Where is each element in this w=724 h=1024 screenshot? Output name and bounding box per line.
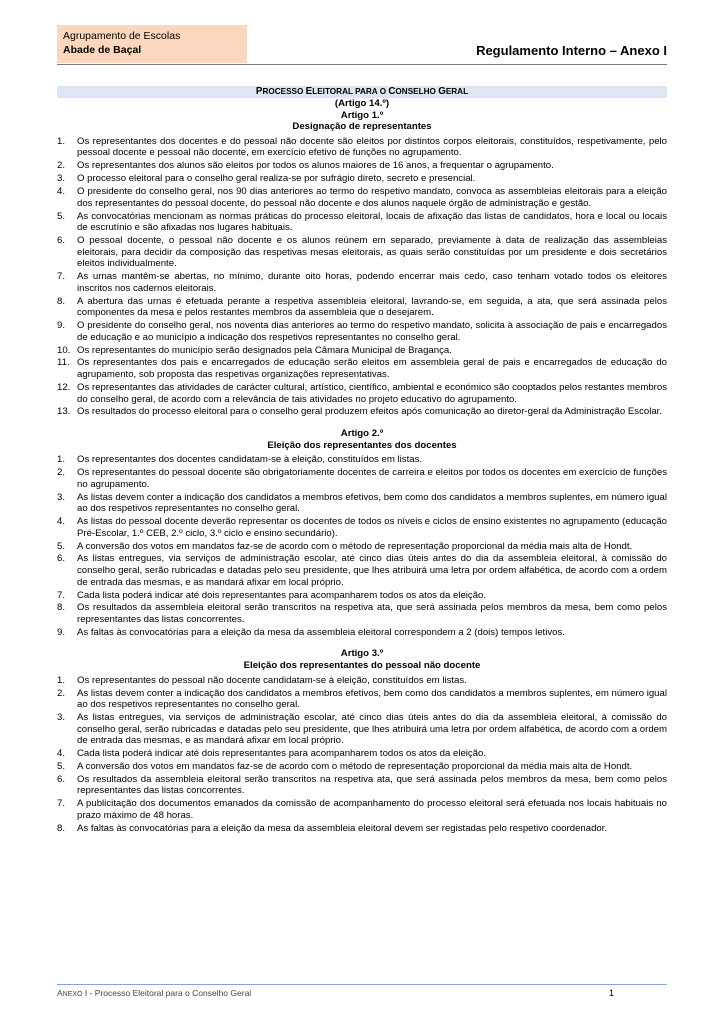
article-title: Designação de representantes [292,121,432,133]
list-item [57,296,667,319]
item-text: As listas devem conter a indicação dos candidatos a membros efetivos, bem como dos candidatos a membros suplentes, em número igual ao dos respetivos representantes no conselho geral. [77,491,667,515]
item-number: 2. [57,160,66,172]
item-text: O presidente do conselho geral, nos noventa dias anteriores ao termo do respetivo mandato, solicita à associação de pais e encarregados de educação e ao município a indicação dos respetivos representantes no conselho geral. [77,320,667,343]
document-body [57,86,667,836]
list-item [57,382,667,405]
footer-label: ANEXO I - Processo Eleitoral para o Conselho Geral [57,988,252,998]
list-item [57,454,667,466]
item-number: 6. [57,235,66,247]
item-number: 1. [57,135,66,147]
list-item [57,492,667,515]
list-item [57,675,667,687]
list-item [57,320,667,343]
list-item [57,541,667,553]
item-text: As faltas às convocatórias para a eleição da mesa da assembleia eleitoral correspondem a 2 (dois) tempos letivos. [77,626,565,638]
item-text: Os representantes do pessoal não docente candidatam-se à eleição, constituídos em listas. [77,674,467,686]
list-item [57,798,667,821]
header-doc-title: Regulamento Interno – Anexo I [476,43,667,58]
list-item [57,712,667,747]
item-number: 7. [57,798,66,810]
item-text: Cada lista poderá indicar até dois representantes para acompanharem todos os atos da eleição. [77,748,487,760]
item-number: 13. [57,406,71,418]
item-text: A conversão dos votos em mandatos faz-se de acordo com o método de representação proporcional da média mais alta de Hondt. [77,540,633,552]
list-item [57,688,667,711]
article-items [57,454,667,638]
list-item [57,173,667,185]
item-text: Os resultados do processo eleitoral para o conselho geral produzem efeitos após comunicação ao diretor-geral da Administração Escolar. [77,406,663,418]
item-number: 10. [57,344,71,356]
article-number: Artigo 3.º [340,648,384,660]
item-text: Os representantes dos alunos são eleitos por todos os alunos maiores de 16 anos, a frequentar o agrupamento. [77,160,554,172]
item-text: As listas entregues, via serviços de administração escolar, até cinco dias úteis antes do dia da assembleia eleitoral, à comissão do conselho geral, serão rubricadas e datadas pelo seu presidente, que lhes atribuirá uma letra por ordem alfabética, de acordo com a ordem de entrada das mesmas, e as mandará afixar em local próprio. [77,553,667,588]
item-number: 4. [57,516,66,528]
item-text: As faltas às convocatórias para a eleição da mesa da assembleia eleitoral devem ser registadas pelo respetivo coordenador. [77,822,608,834]
header-school: Abade de Baçal [63,44,142,56]
item-number: 2. [57,687,66,699]
item-number: 2. [57,467,66,479]
item-number: 1. [57,454,66,466]
page-number: 1 [608,988,614,998]
item-text: Os representantes do município serão designados pela Câmara Municipal de Bragança. [77,344,452,356]
list-item [57,406,667,418]
item-number: 3. [57,712,66,724]
article-reference: (Artigo 14.º) [334,98,390,109]
list-item [57,467,667,490]
item-number: 5. [57,761,66,772]
item-number: 4. [57,748,66,760]
item-text: Cada lista poderá indicar até dois representantes para acompanharem todos os atos da eleição. [77,589,487,601]
item-text: Os resultados da assembleia eleitoral serão transcritos na respetiva ata, que será assinada pelos membros da mesa, bem como pelos representantes das listas concorrentes. [77,773,667,797]
article-items [57,675,667,835]
item-text: A abertura das urnas é efetuada perante a respetiva assembleia eleitoral, lavrando-se, em seguida, a ata, que será assinada pelos componentes da mesa e pelos restantes membros da assembleia que o desejarem. [77,295,667,319]
item-number: 8. [57,602,66,614]
item-number: 7. [57,589,66,601]
item-number: 12. [57,381,71,393]
list-item [57,186,667,209]
article-title: Eleição dos representantes dos docentes [267,439,457,451]
header-school-box [57,25,247,63]
list-item [57,516,667,539]
item-number: 1. [57,674,66,686]
item-number: 11. [57,357,70,369]
header-group: Agrupamento de Escolas [63,30,181,42]
item-number: 6. [57,773,66,785]
item-number: 5. [57,210,66,222]
item-text: Os resultados da assembleia eleitoral serão transcritos na respetiva ata, que será assinada pelos membros da mesa, bem como pelos representantes das listas concorrentes. [77,602,667,625]
list-item [57,160,667,172]
item-text: As listas do pessoal docente deverão representar os docentes de todos os níveis e ciclos de ensino existentes no agrupamento (educação Pré-Escolar, 1.º CEB, 2.º ciclo, 3.º ciclo e ensino secundário). [77,516,667,539]
item-text: O pessoal docente, o pessoal não docente e os alunos reúnem em separado, previamente à data de realização das assembleias eleitorais, para decidir da composição das respetivas mesas eleitorais, as quais serão constituídas por um presidente e dois secretários eleitos individualmente. [77,235,667,270]
item-text: As urnas mantêm-se abertas, no mínimo, durante oito horas, podendo encerrar mais cedo, caso tenham votado todos os eleitores inscritos nos cadernos eleitorais. [77,271,667,294]
item-number: 4. [57,186,66,198]
item-text: As listas entregues, via serviços de administração escolar, até cinco dias úteis antes do dia da assembleia eleitoral, à comissão do conselho geral, serão rubricadas e datadas pelo seu presidente, que lhes atribuirá uma letra por ordem alfabética, de acordo com a ordem de entrada das mesmas, e as mandará afixar em local próprio. [77,712,667,747]
item-number: 9. [57,626,66,638]
item-number: 9. [57,320,66,332]
item-text: Os representantes dos docentes candidatam-se à eleição, constituídos em listas. [77,454,423,466]
item-text: Os representantes dos pais e encarregados de educação serão eleitos em assembleia geral de pais e encarregados de educação do agrupamento, sob proposta das respetivas organizações representativas. [77,357,667,381]
list-item [57,235,667,270]
list-item [57,590,667,602]
list-item [57,211,667,234]
list-item [57,748,667,760]
item-number: 8. [57,295,66,307]
article-title: Eleição dos representantes do pessoal não docente [243,660,481,672]
item-text: Os representantes das atividades de carácter cultural, artístico, científico, ambiental e económico são cooptados pelos restantes membros do conselho geral, de acordo com a relevância de tais atividades no projeto educativo do agrupamento. [77,381,667,405]
list-item [57,627,667,639]
item-number: 3. [57,491,66,503]
item-text: O presidente do conselho geral, nos 90 dias anteriores ao termo do respetivo mandato, convoca as assembleias eleitorais para a eleição dos representantes do pessoal docente, do pessoal não docente e dos alunos naquele órgão de administração e gestão. [77,186,667,209]
item-number: 8. [57,822,66,834]
page-title: PROCESSO ELEITORAL PARA O CONSELHO GERAL [57,86,667,98]
list-item [57,602,667,625]
item-number: 7. [57,271,66,283]
item-text: O processo eleitoral para o conselho geral realiza-se por sufrágio direto, secreto e presencial. [77,173,476,185]
list-item [57,823,667,835]
article-number: Artigo 2.º [340,428,384,439]
list-item [57,136,667,159]
list-item [57,774,667,797]
footer-divider [57,984,667,985]
list-item [57,761,667,773]
article-number: Artigo 1.º [340,109,384,121]
article-items [57,136,667,418]
list-item [57,553,667,588]
item-text: Os representantes dos docentes e do pessoal não docente são eleitos por distintos corpos eleitorais, constituídos, respetivamente, pelo pessoal docente e pessoal não docente, em exercício efetivo de funções no agrupamento. [77,135,667,159]
list-item [57,357,667,380]
item-number: 5. [57,540,66,552]
item-text: As listas devem conter a indicação dos candidatos a membros efetivos, bem como dos candidatos a membros suplentes, em número igual ao dos respetivos representantes no conselho geral. [77,687,667,711]
item-text: A publicitação dos documentos emanados da comissão de acompanhamento do processo eleitoral será efetuada nos locais habituais no prazo máximo de 48 horas. [77,798,667,821]
list-item [57,345,667,357]
item-text: As convocatórias mencionam as normas práticas do processo eleitoral, locais de afixação das listas de candidatos, hora e local ou locais de escrutínio e são afixadas nos lugares habituais. [77,210,667,234]
item-text: Os representantes do pessoal docente são obrigatoriamente docentes de carreira e eleitos por todos os docentes em exercício de funções no agrupamento. [77,467,667,490]
item-number: 3. [57,173,66,185]
item-text: A conversão dos votos em mandatos faz-se de acordo com o método de representação proporcional da média mais alta de Hondt. [77,761,633,772]
list-item [57,271,667,294]
item-number: 6. [57,553,66,565]
header-divider [57,64,667,65]
